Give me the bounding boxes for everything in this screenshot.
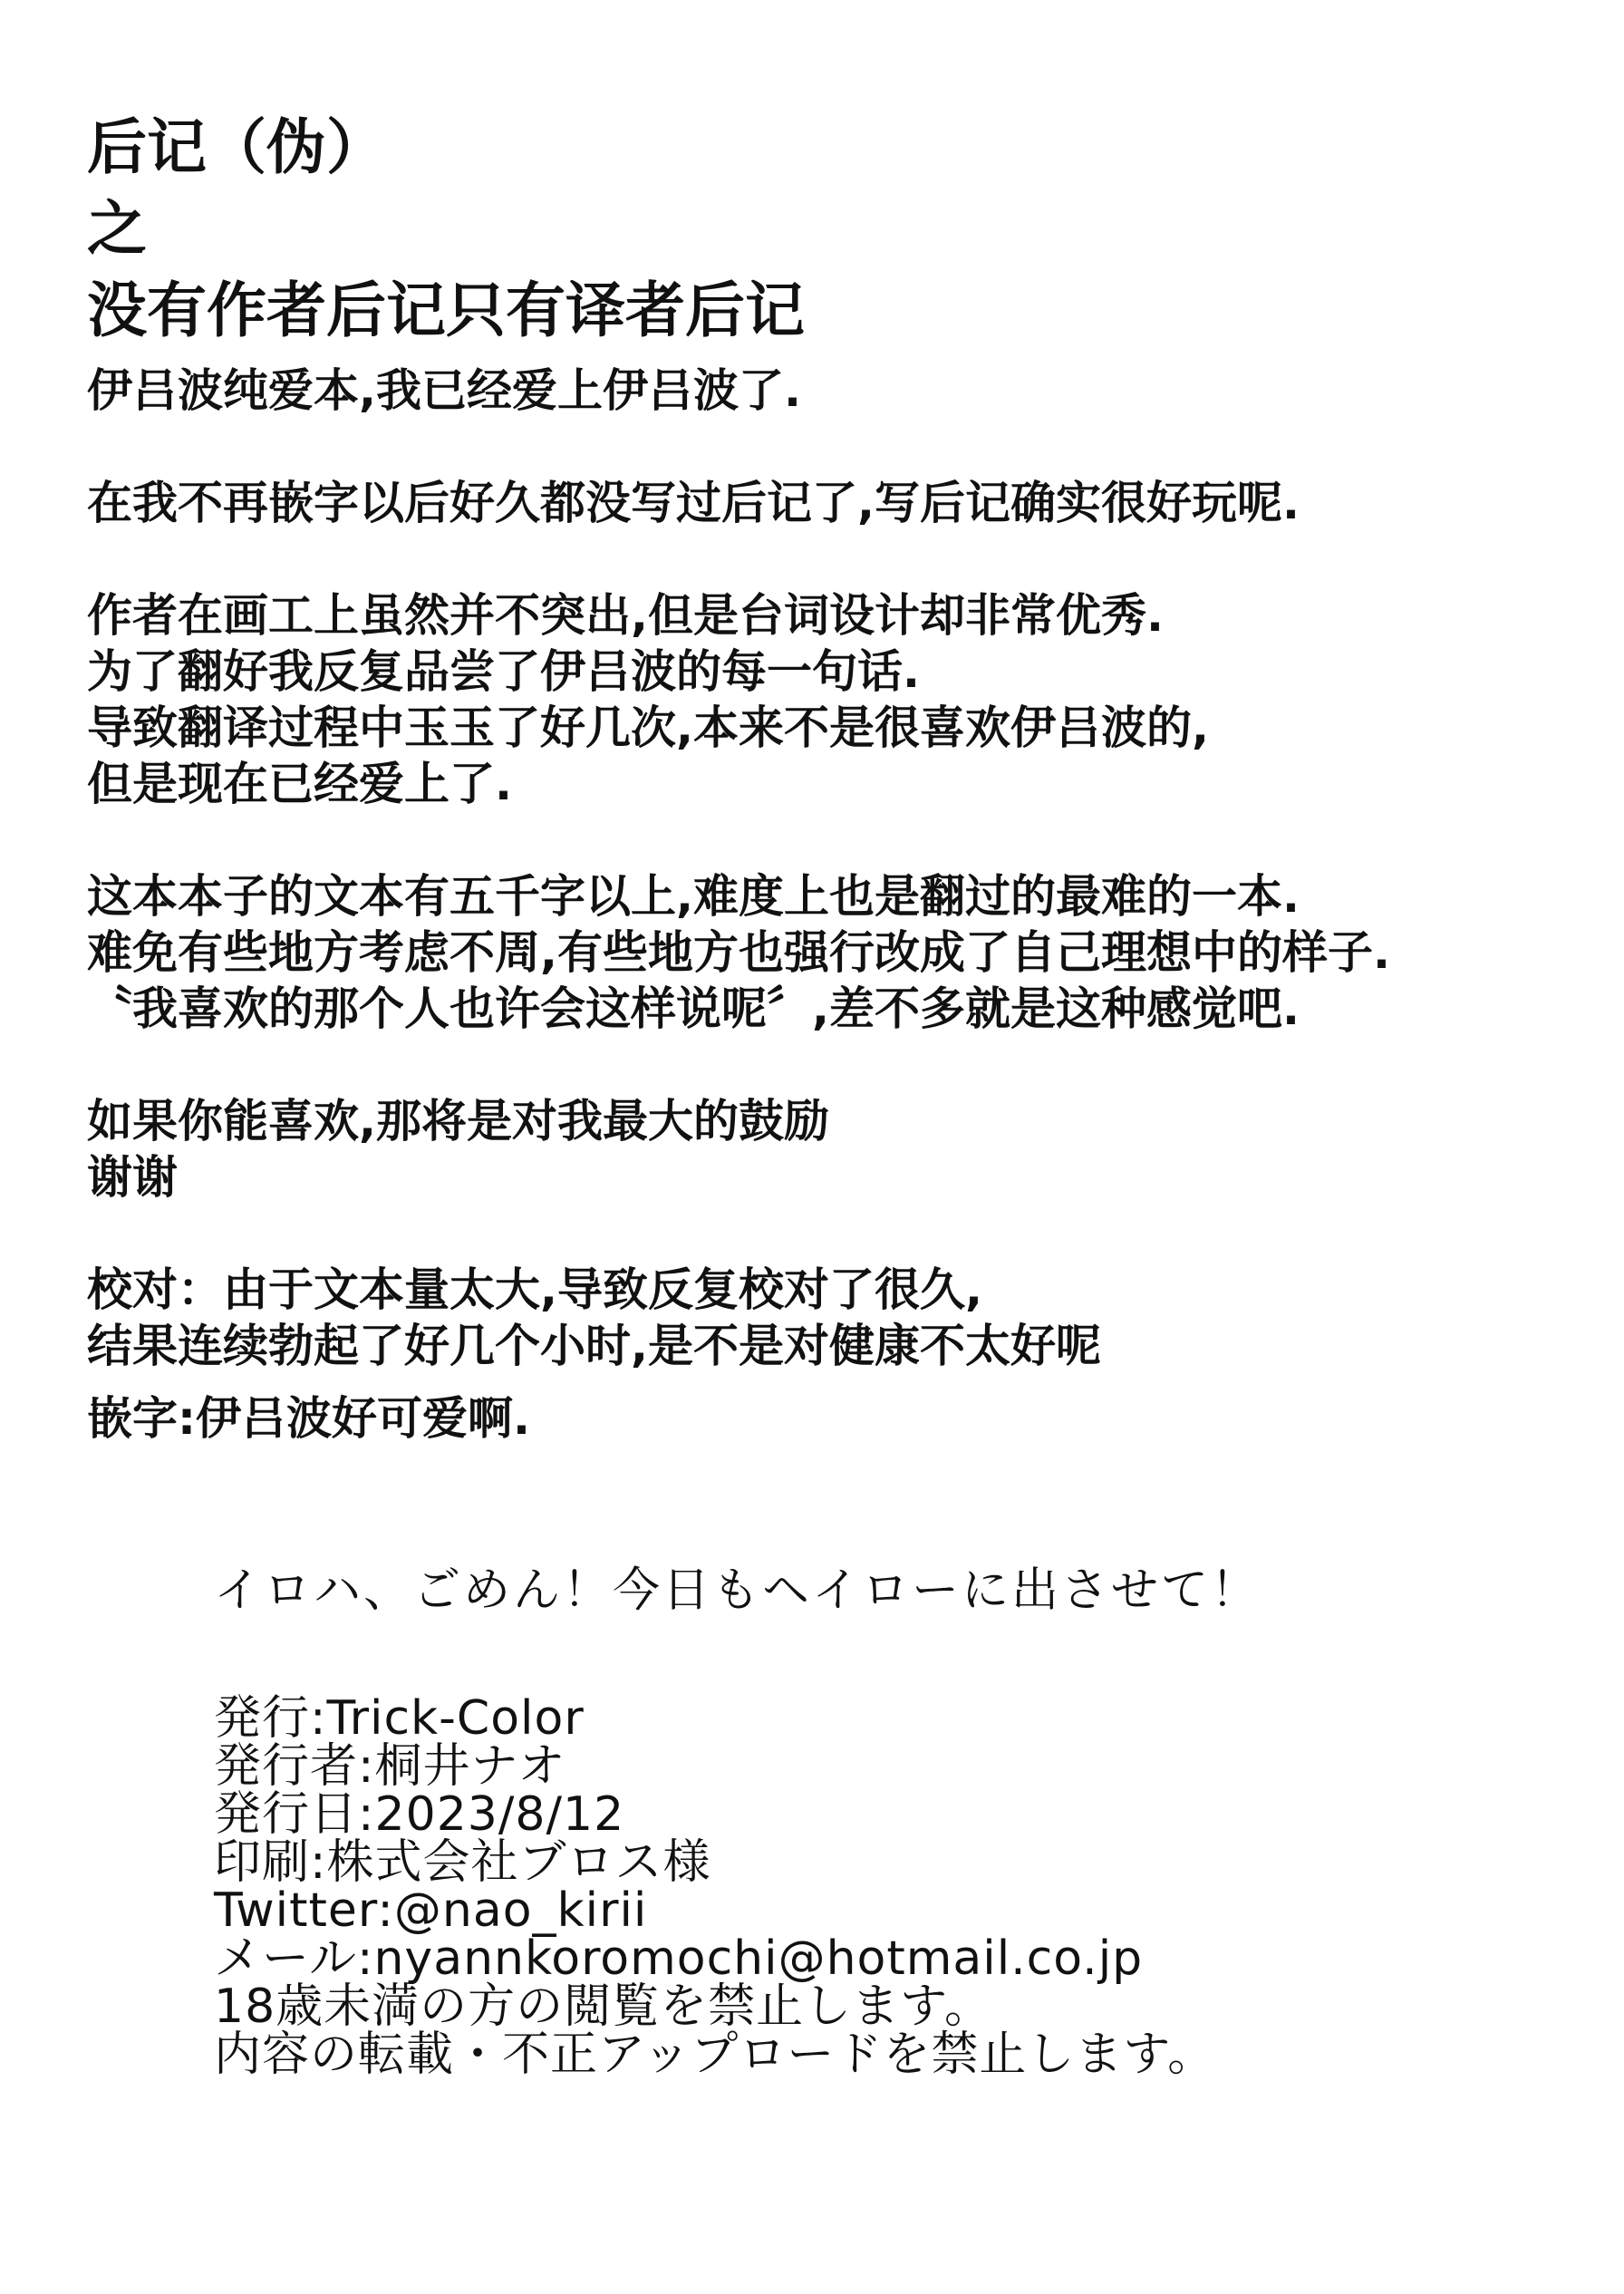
typesetter-note: 嵌字:伊吕波好可爱啊. xyxy=(87,1392,530,1445)
mail-line: メール:nyannkoromochi@hotmail.co.jp xyxy=(214,1931,1144,1986)
twitter-line: Twitter:@nao_kirii xyxy=(214,1883,648,1938)
afterword-title xyxy=(87,107,805,352)
colophon xyxy=(214,1559,1262,2082)
title-line: 之 xyxy=(87,194,147,264)
note-line: 在我不再嵌字以后好久都没写过后记了,写后记确实很好玩呢. xyxy=(87,477,1300,529)
translator-notes xyxy=(87,363,1390,1447)
proofreader-note: 校对：由于文本量太大,导致反复校对了很久, xyxy=(87,1263,982,1316)
age-notice: 18歳未満の方の閲覧を禁止します。 xyxy=(214,1979,993,2034)
copy-notice: 内容の転載・不正アップロードを禁止します。 xyxy=(214,2028,1216,2082)
title-line: 后记（伪） xyxy=(87,112,386,182)
author-line: 発行者:桐井ナオ xyxy=(214,1739,566,1794)
date-line: 発行日:2023/8/12 xyxy=(214,1787,625,1842)
title-line: 没有作者后记只有译者后记 xyxy=(87,276,805,345)
note-line: 伊吕波纯爱本,我已经爱上伊吕波了. xyxy=(87,364,801,417)
note-line: 为了翻好我反复品尝了伊吕波的每一句话. xyxy=(87,645,920,698)
note-line: 难免有些地方考虑不周,有些地方也强行改成了自己理想中的样子. xyxy=(87,926,1390,979)
note-line: 作者在画工上虽然并不突出,但是台词设计却非常优秀. xyxy=(87,589,1164,642)
note-line: 这本本子的文本有五千字以上,难度上也是翻过的最难的一本. xyxy=(87,870,1300,923)
publisher-line: 発行:Trick-Color xyxy=(214,1691,585,1746)
book-title: イロハ、ごめん！今日もヘイローに出させて！ xyxy=(214,1563,1262,1618)
note-line: 导致翻译过程中玉玉了好几次,本来不是很喜欢伊吕波的, xyxy=(87,702,1209,754)
proofreader-note: 结果连续勃起了好几个小时,是不是对健康不太好呢 xyxy=(87,1320,1101,1372)
note-line: 但是现在已经爱上了. xyxy=(87,758,512,810)
note-line: 谢谢 xyxy=(87,1151,178,1204)
note-line: 〝我喜欢的那个人也许会这样说呢〞,差不多就是这种感觉吧. xyxy=(87,982,1300,1035)
printer-line: 印刷:株式会社ブロス様 xyxy=(214,1835,711,1890)
note-line: 如果你能喜欢,那将是对我最大的鼓励 xyxy=(87,1095,829,1147)
